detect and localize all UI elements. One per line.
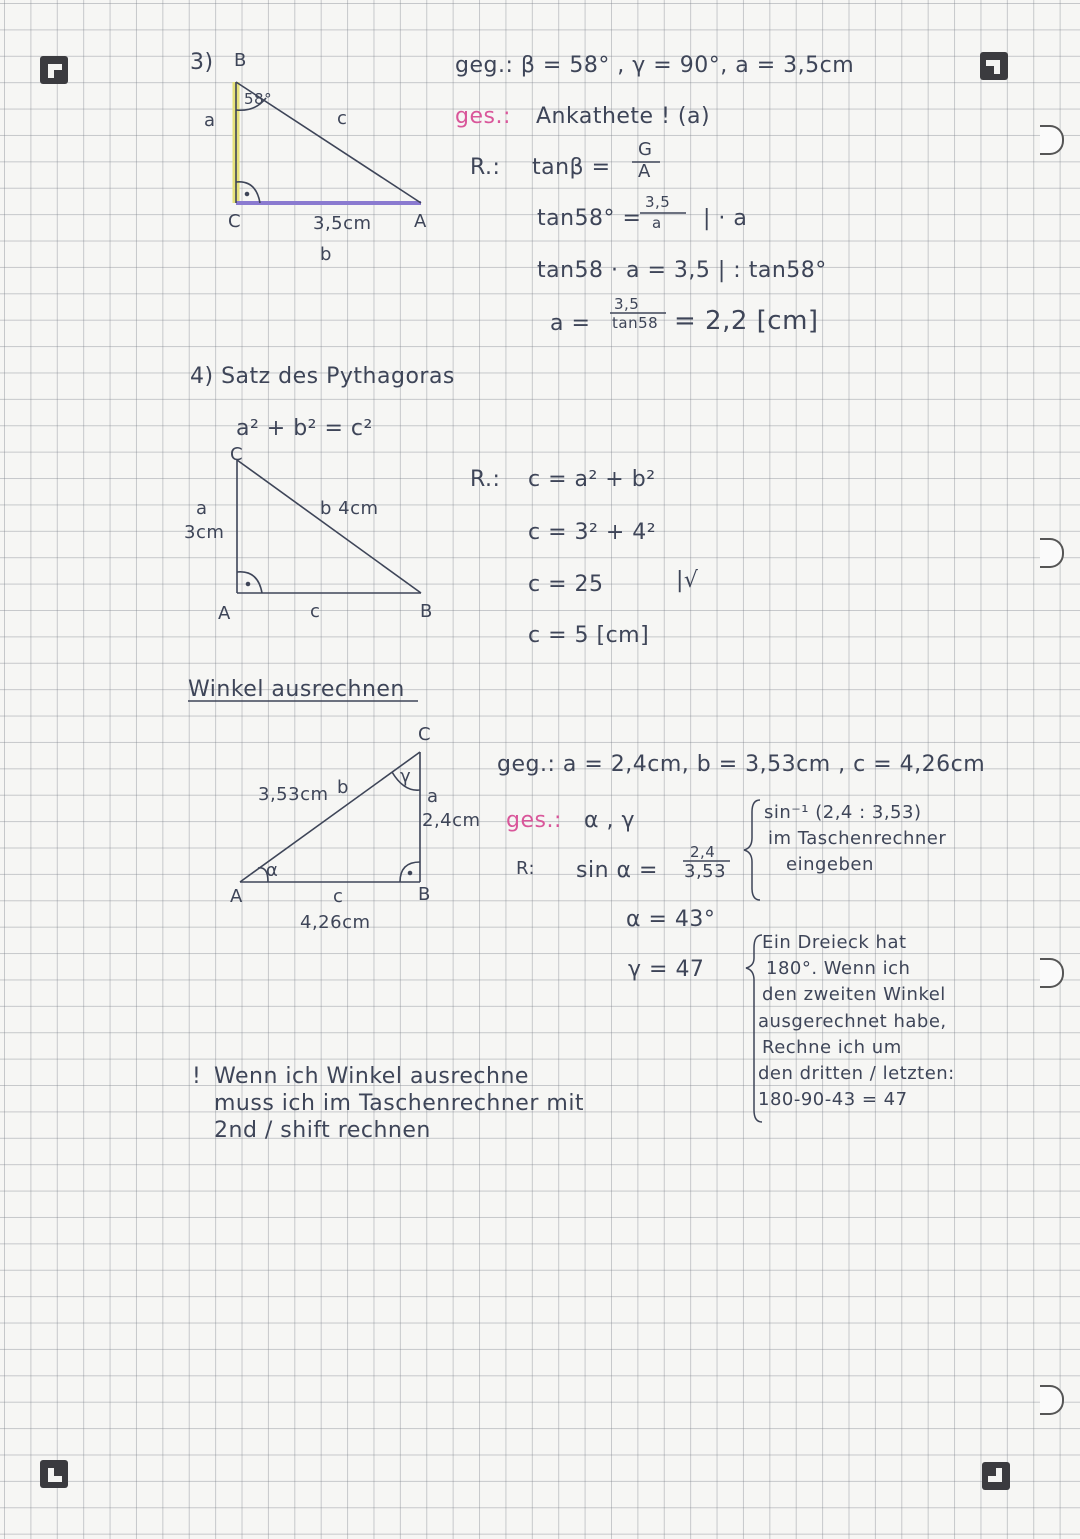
section-4-title: 4) Satz des Pythagoras <box>190 364 455 389</box>
wanted-text: Ankathete ! (a) <box>536 104 711 129</box>
calc-op: | · a <box>703 206 748 231</box>
vertex-A-label: A <box>218 603 231 624</box>
side-a-length: 3cm <box>184 522 225 543</box>
side-b-label: b <box>337 777 349 798</box>
angle-gamma-label: γ <box>400 766 412 787</box>
vertex-A-label: A <box>230 886 243 907</box>
side-c-label: c <box>337 108 348 129</box>
fraction-numerator: 3,5 <box>614 295 640 313</box>
side-b-length: 3,5cm <box>313 213 372 234</box>
side-b-length: 3,53cm <box>258 784 329 805</box>
calc-label: R: <box>516 858 536 879</box>
vertex-C-label: C <box>418 724 432 745</box>
wanted-label: ges.: <box>455 104 511 129</box>
triangle-4 <box>237 460 421 593</box>
vertex-C-label: C <box>228 211 242 232</box>
side-b-label: b 4cm <box>320 498 379 519</box>
calc-line-4: a = <box>550 311 591 336</box>
given-values: geg.: β = 58° , γ = 90°, a = 3,5cm <box>455 53 855 78</box>
calc-label: R.: <box>470 155 501 180</box>
side-c-length: 4,26cm <box>300 912 371 933</box>
tip-mark: ! <box>192 1064 202 1089</box>
calc-line-2: α = 43° <box>626 907 716 932</box>
calc-line-3: tan58 · a = 3,5 | : tan58° <box>537 258 827 283</box>
given-values: geg.: a = 2,4cm, b = 3,53cm , c = 4,26cm <box>497 752 986 777</box>
note-2-line: den zweiten Winkel <box>762 984 946 1005</box>
wanted-text: α , γ <box>584 808 636 833</box>
vertex-B-label: B <box>420 601 433 622</box>
side-c-label: c <box>333 886 344 907</box>
pythagoras-formula: a² + b² = c² <box>236 416 373 441</box>
wanted-label: ges.: <box>506 808 562 833</box>
angle-beta-label: 58° <box>244 90 273 108</box>
calc-line-2: tan58° = <box>537 206 642 231</box>
note-2-line: Ein Dreieck hat <box>762 932 907 953</box>
note-1-line: im Taschenrechner <box>768 828 947 849</box>
side-a-label: a <box>427 786 439 807</box>
calc-result: γ = 47 <box>628 957 705 982</box>
fraction-numerator: 2,4 <box>690 843 716 861</box>
calc-result: c = 5 [cm] <box>528 623 650 648</box>
vertex-B-label: B <box>418 884 431 905</box>
calc-label: R.: <box>470 467 501 492</box>
calc-line-1: tanβ = <box>532 155 611 180</box>
calc-result: = 2,2 [cm] <box>674 306 819 336</box>
tip-line: 2nd / shift rechnen <box>214 1118 431 1143</box>
fraction-denominator: A <box>638 161 651 182</box>
note-2-line: 180°. Wenn ich <box>766 958 911 979</box>
note-2-line: den dritten / letzten: <box>758 1063 955 1084</box>
vertex-C-label: C <box>230 444 244 465</box>
fraction-numerator: 3,5 <box>645 193 671 211</box>
tip-line: Wenn ich Winkel ausrechne <box>214 1064 529 1089</box>
vertex-B-label: B <box>234 50 247 71</box>
note-1-line: eingeben <box>786 854 874 875</box>
fraction-denominator: tan58 <box>612 314 659 332</box>
fraction-denominator: a <box>652 214 662 232</box>
vertex-A-label: A <box>414 211 427 232</box>
note-2-line: Rechne ich um <box>762 1037 902 1058</box>
fraction-denominator: 3,53 <box>684 861 727 882</box>
side-a-label: a <box>196 498 208 519</box>
side-b-label: b <box>320 244 332 265</box>
tip-line: muss ich im Taschenrechner mit <box>214 1091 585 1116</box>
side-a-length: 2,4cm <box>422 810 481 831</box>
calc-line-3: c = 25 <box>528 572 604 597</box>
side-a-label: a <box>204 110 216 131</box>
section-5-title: Winkel ausrechnen <box>188 677 405 702</box>
note-2-line: 180-90-43 = 47 <box>758 1089 908 1110</box>
section-3-number: 3) <box>190 50 214 75</box>
calc-op: |√ <box>676 568 699 593</box>
calc-line-1: sin α = <box>576 858 658 883</box>
calc-line-1: c = a² + b² <box>528 467 656 492</box>
fraction-numerator: G <box>638 139 653 160</box>
side-c-label: c <box>310 601 321 622</box>
note-2-line: ausgerechnet habe, <box>758 1011 947 1032</box>
calc-line-2: c = 3² + 4² <box>528 520 657 545</box>
note-1-line: sin⁻¹ (2,4 : 3,53) <box>764 802 922 823</box>
angle-alpha-label: α <box>266 860 279 881</box>
